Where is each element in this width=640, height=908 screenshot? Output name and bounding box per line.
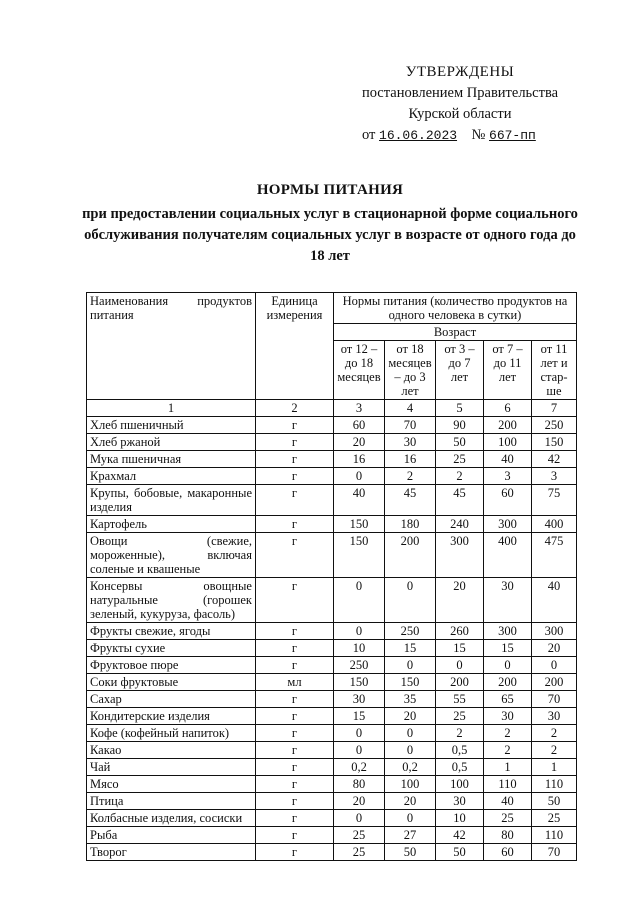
- norm-value-cell: 240: [436, 516, 484, 533]
- product-name-cell: Кондитерские изделия: [87, 708, 256, 725]
- norm-value-cell: 25: [436, 708, 484, 725]
- norm-value-cell: 20: [334, 793, 385, 810]
- norm-value-cell: 25: [532, 810, 577, 827]
- norm-value-cell: 2: [385, 468, 436, 485]
- norm-value-cell: 20: [436, 578, 484, 623]
- norm-value-cell: 40: [484, 451, 532, 468]
- product-name-cell: Картофель: [87, 516, 256, 533]
- norm-value-cell: 15: [385, 640, 436, 657]
- norm-value-cell: 30: [385, 434, 436, 451]
- table-row: [87, 810, 577, 827]
- header-age-group: от 11 лет и стар-ше: [532, 341, 577, 400]
- header-norms: Нормы питания (количество продуктов на одного человека в сутки): [334, 293, 577, 324]
- unit-cell: г: [256, 640, 334, 657]
- unit-cell: г: [256, 434, 334, 451]
- norm-value-cell: 0: [334, 725, 385, 742]
- norm-value-cell: 30: [334, 691, 385, 708]
- table-row: [87, 742, 577, 759]
- table-row: [87, 516, 577, 533]
- product-name-cell: Сахар: [87, 691, 256, 708]
- product-name-cell: Фруктовое пюре: [87, 657, 256, 674]
- norm-value-cell: 0: [334, 742, 385, 759]
- norm-value-cell: 60: [334, 417, 385, 434]
- table-row: [87, 485, 577, 516]
- column-number-row: [87, 400, 577, 417]
- norm-value-cell: 150: [334, 674, 385, 691]
- norm-value-cell: 2: [436, 725, 484, 742]
- header-age: Возраст: [334, 324, 577, 341]
- product-name-cell: Творог: [87, 844, 256, 861]
- norm-value-cell: 150: [385, 674, 436, 691]
- norm-value-cell: 50: [436, 434, 484, 451]
- norm-value-cell: 180: [385, 516, 436, 533]
- product-name-cell: Мука пшеничная: [87, 451, 256, 468]
- table-row: [87, 725, 577, 742]
- table-header-row-1: [87, 293, 577, 324]
- norm-value-cell: 65: [484, 691, 532, 708]
- norm-value-cell: 42: [532, 451, 577, 468]
- norm-value-cell: 1: [484, 759, 532, 776]
- product-name-cell: Рыба: [87, 827, 256, 844]
- table-row: [87, 776, 577, 793]
- norm-value-cell: 55: [436, 691, 484, 708]
- approval-date-line: [340, 125, 580, 146]
- norm-value-cell: 75: [532, 485, 577, 516]
- table-row: [87, 533, 577, 578]
- table-row: [87, 640, 577, 657]
- approval-line1: постановлением Правительства: [361, 85, 559, 101]
- norm-value-cell: 60: [484, 844, 532, 861]
- norm-value-cell: 60: [484, 485, 532, 516]
- column-number: 5: [436, 400, 484, 417]
- product-name-cell: Кофе (кофейный напиток): [87, 725, 256, 742]
- norm-value-cell: 0: [532, 657, 577, 674]
- unit-cell: г: [256, 708, 334, 725]
- norm-value-cell: 250: [334, 657, 385, 674]
- table-row: [87, 468, 577, 485]
- norm-value-cell: 70: [385, 417, 436, 434]
- column-number: 7: [532, 400, 577, 417]
- table-row: [87, 827, 577, 844]
- nutrition-norms-table: [86, 292, 577, 861]
- approval-number: 667-пп: [489, 128, 536, 143]
- norm-value-cell: 110: [484, 776, 532, 793]
- table-row: [87, 793, 577, 810]
- norm-value-cell: 250: [532, 417, 577, 434]
- norm-value-cell: 40: [532, 578, 577, 623]
- norm-value-cell: 0: [334, 468, 385, 485]
- table-row: [87, 623, 577, 640]
- product-name-cell: Фрукты сухие: [87, 640, 256, 657]
- norm-value-cell: 0,2: [385, 759, 436, 776]
- norm-value-cell: 100: [436, 776, 484, 793]
- product-name-cell: Мясо: [87, 776, 256, 793]
- norm-value-cell: 1: [532, 759, 577, 776]
- unit-cell: г: [256, 793, 334, 810]
- unit-cell: г: [256, 810, 334, 827]
- norm-value-cell: 50: [385, 844, 436, 861]
- norm-value-cell: 0,2: [334, 759, 385, 776]
- norm-value-cell: 10: [436, 810, 484, 827]
- norm-value-cell: 20: [334, 434, 385, 451]
- norm-value-cell: 20: [385, 793, 436, 810]
- norm-value-cell: 25: [436, 451, 484, 468]
- product-name-cell: Хлеб ржаной: [87, 434, 256, 451]
- norm-value-cell: 400: [484, 533, 532, 578]
- norm-value-cell: 2: [484, 725, 532, 742]
- norm-value-cell: 30: [484, 578, 532, 623]
- norm-value-cell: 475: [532, 533, 577, 578]
- table-row: [87, 657, 577, 674]
- column-number: 2: [256, 400, 334, 417]
- norm-value-cell: 250: [385, 623, 436, 640]
- unit-cell: г: [256, 759, 334, 776]
- norm-value-cell: 10: [334, 640, 385, 657]
- norm-value-cell: 70: [532, 844, 577, 861]
- norm-value-cell: 2: [532, 725, 577, 742]
- column-number: 1: [87, 400, 256, 417]
- product-name-cell: Какао: [87, 742, 256, 759]
- norm-value-cell: 35: [385, 691, 436, 708]
- norm-value-cell: 300: [484, 623, 532, 640]
- norm-value-cell: 200: [484, 674, 532, 691]
- norm-value-cell: 30: [436, 793, 484, 810]
- unit-cell: г: [256, 485, 334, 516]
- header-age-group: от 3 – до 7 лет: [436, 341, 484, 400]
- unit-cell: г: [256, 725, 334, 742]
- norm-value-cell: 2: [436, 468, 484, 485]
- norm-value-cell: 200: [532, 674, 577, 691]
- norm-value-cell: 27: [385, 827, 436, 844]
- product-name-cell: Овощи (свежие, мороженные), включая соленые и квашеные: [87, 533, 256, 578]
- norm-value-cell: 100: [385, 776, 436, 793]
- norm-value-cell: 300: [436, 533, 484, 578]
- norm-value-cell: 50: [436, 844, 484, 861]
- norm-value-cell: 400: [532, 516, 577, 533]
- norm-value-cell: 200: [385, 533, 436, 578]
- norm-value-cell: 0: [385, 810, 436, 827]
- norm-value-cell: 0: [484, 657, 532, 674]
- header-age-group: от 18 месяцев – до 3 лет: [385, 341, 436, 400]
- unit-cell: г: [256, 657, 334, 674]
- unit-cell: г: [256, 451, 334, 468]
- header-unit: Единица измерения: [256, 293, 334, 400]
- table-row: [87, 708, 577, 725]
- norm-value-cell: 110: [532, 827, 577, 844]
- norm-value-cell: 15: [334, 708, 385, 725]
- norm-value-cell: 300: [484, 516, 532, 533]
- norm-value-cell: 40: [334, 485, 385, 516]
- norm-value-cell: 200: [484, 417, 532, 434]
- norm-value-cell: 200: [436, 674, 484, 691]
- norm-value-cell: 16: [385, 451, 436, 468]
- product-name-cell: Соки фруктовые: [87, 674, 256, 691]
- norm-value-cell: 2: [532, 742, 577, 759]
- norm-value-cell: 30: [484, 708, 532, 725]
- norm-value-cell: 25: [334, 827, 385, 844]
- document-subtitle: при предоставлении социальных услуг в стационарной форме социального обслуживания получателям социальных услуг в возрасте от одного года до 18 лет: [82, 206, 578, 264]
- norm-value-cell: 0: [385, 657, 436, 674]
- norm-value-cell: 0: [334, 623, 385, 640]
- approval-block: [340, 62, 580, 146]
- norm-value-cell: 0,5: [436, 759, 484, 776]
- norm-value-cell: 110: [532, 776, 577, 793]
- norm-value-cell: 15: [436, 640, 484, 657]
- unit-cell: г: [256, 417, 334, 434]
- document-title: НОРМЫ ПИТАНИЯ: [256, 182, 404, 198]
- column-number: 6: [484, 400, 532, 417]
- norm-value-cell: 45: [385, 485, 436, 516]
- table-row: [87, 578, 577, 623]
- product-name-cell: Птица: [87, 793, 256, 810]
- header-product-name: Наименования продуктов питания: [87, 293, 256, 400]
- norm-value-cell: 25: [334, 844, 385, 861]
- norm-value-cell: 15: [484, 640, 532, 657]
- table-row: [87, 451, 577, 468]
- unit-cell: г: [256, 844, 334, 861]
- norm-value-cell: 0: [436, 657, 484, 674]
- norm-value-cell: 3: [484, 468, 532, 485]
- product-name-cell: Крупы, бобовые, макаронные изделия: [87, 485, 256, 516]
- product-name-cell: Крахмал: [87, 468, 256, 485]
- norm-value-cell: 20: [385, 708, 436, 725]
- document-heading: [80, 180, 580, 267]
- unit-cell: мл: [256, 674, 334, 691]
- date-prefix: от: [362, 127, 376, 143]
- norm-value-cell: 300: [532, 623, 577, 640]
- unit-cell: г: [256, 742, 334, 759]
- table-row: [87, 844, 577, 861]
- table-row: [87, 674, 577, 691]
- norm-value-cell: 0: [385, 578, 436, 623]
- norm-value-cell: 100: [484, 434, 532, 451]
- norm-value-cell: 45: [436, 485, 484, 516]
- norm-value-cell: 150: [334, 533, 385, 578]
- product-name-cell: Чай: [87, 759, 256, 776]
- norm-value-cell: 0,5: [436, 742, 484, 759]
- header-age-group: от 7 – до 11 лет: [484, 341, 532, 400]
- product-name-cell: Фрукты свежие, ягоды: [87, 623, 256, 640]
- norm-value-cell: 0: [385, 742, 436, 759]
- header-age-group: от 12 – до 18 месяцев: [334, 341, 385, 400]
- table-row: [87, 691, 577, 708]
- unit-cell: г: [256, 516, 334, 533]
- norm-value-cell: 0: [385, 725, 436, 742]
- unit-cell: г: [256, 827, 334, 844]
- norm-value-cell: 90: [436, 417, 484, 434]
- norm-value-cell: 20: [532, 640, 577, 657]
- norm-value-cell: 80: [334, 776, 385, 793]
- norm-value-cell: 0: [334, 810, 385, 827]
- table-row: [87, 434, 577, 451]
- product-name-cell: Колбасные изделия, сосиски: [87, 810, 256, 827]
- norm-value-cell: 16: [334, 451, 385, 468]
- unit-cell: г: [256, 776, 334, 793]
- column-number: 3: [334, 400, 385, 417]
- number-prefix: №: [471, 127, 486, 143]
- norm-value-cell: 3: [532, 468, 577, 485]
- norm-value-cell: 40: [484, 793, 532, 810]
- unit-cell: г: [256, 578, 334, 623]
- unit-cell: г: [256, 468, 334, 485]
- norm-value-cell: 0: [334, 578, 385, 623]
- norm-value-cell: 30: [532, 708, 577, 725]
- norm-value-cell: 50: [532, 793, 577, 810]
- approval-title: УТВЕРЖДЕНЫ: [405, 64, 515, 80]
- norm-value-cell: 42: [436, 827, 484, 844]
- norm-value-cell: 260: [436, 623, 484, 640]
- approval-date: 16.06.2023: [379, 128, 458, 143]
- product-name-cell: Хлеб пшеничный: [87, 417, 256, 434]
- norm-value-cell: 80: [484, 827, 532, 844]
- product-name-cell: Консервы овощные натуральные (горошек зеленый, кукуруза, фасоль): [87, 578, 256, 623]
- approval-line2: Курской области: [408, 106, 512, 122]
- unit-cell: г: [256, 691, 334, 708]
- norm-value-cell: 2: [484, 742, 532, 759]
- table-row: [87, 759, 577, 776]
- norm-value-cell: 150: [334, 516, 385, 533]
- unit-cell: г: [256, 533, 334, 578]
- table-row: [87, 417, 577, 434]
- norm-value-cell: 70: [532, 691, 577, 708]
- norm-value-cell: 25: [484, 810, 532, 827]
- column-number: 4: [385, 400, 436, 417]
- unit-cell: г: [256, 623, 334, 640]
- norm-value-cell: 150: [532, 434, 577, 451]
